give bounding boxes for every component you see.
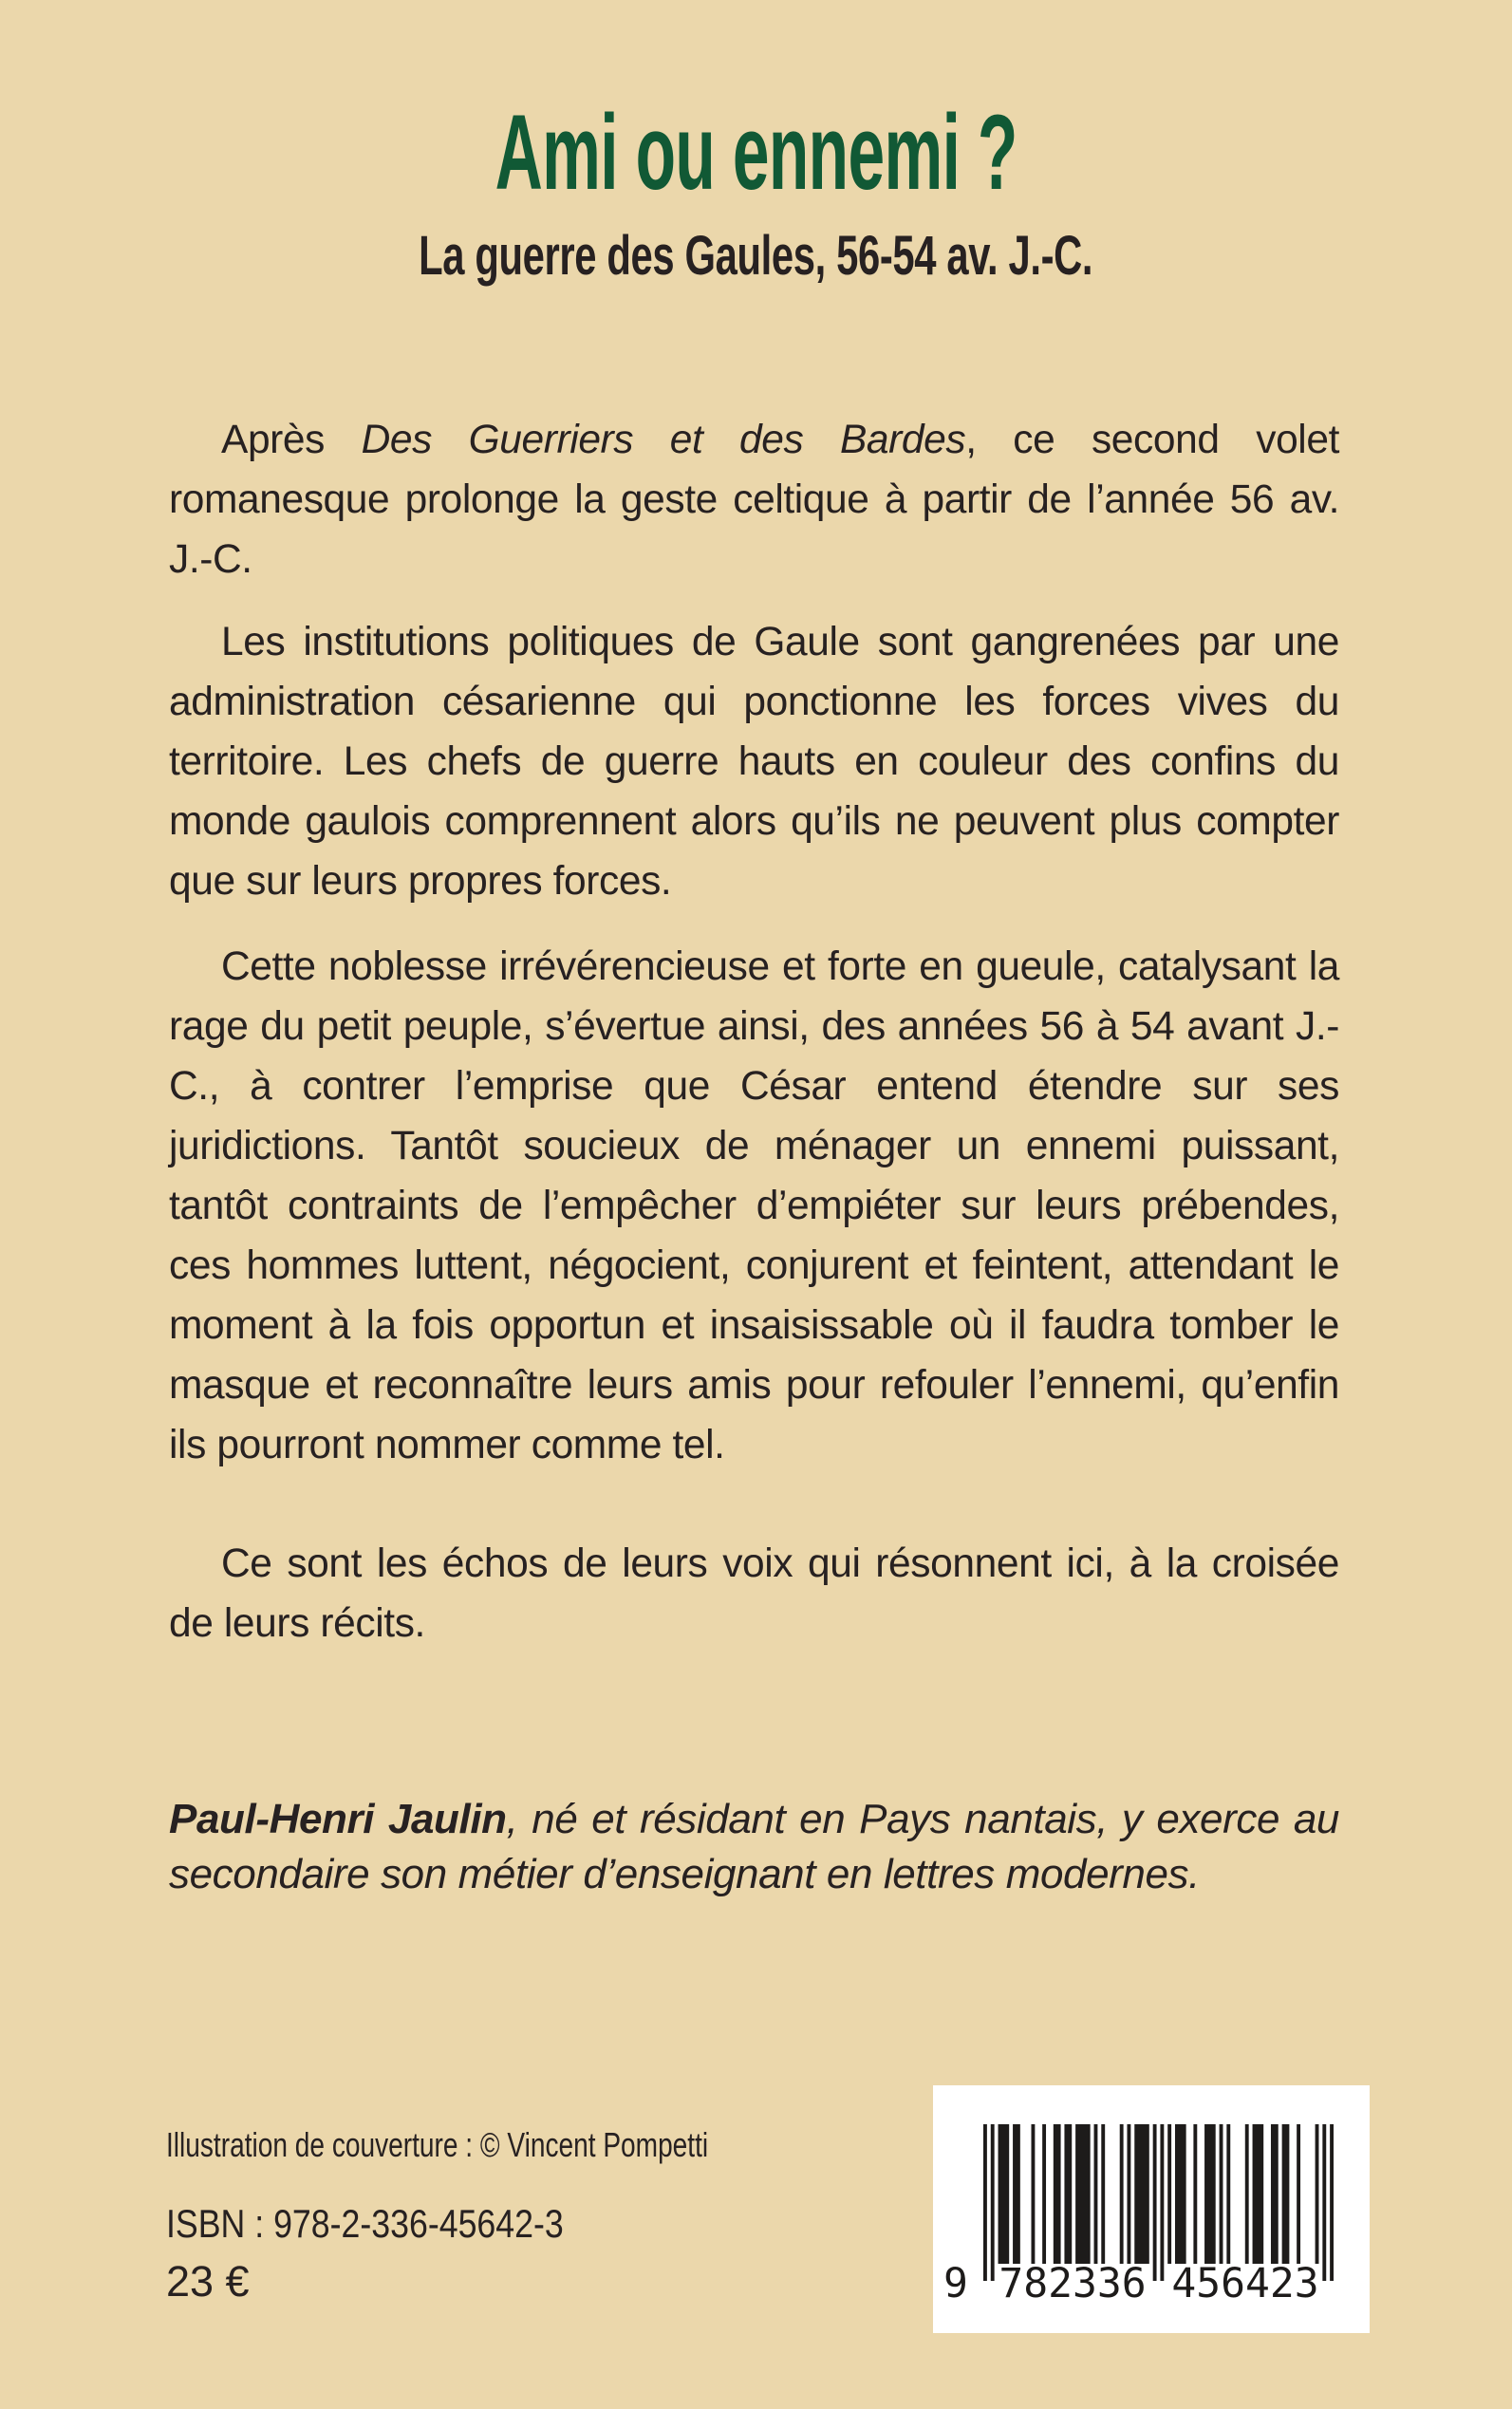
barcode-digit-group-1: 782336 [999, 2260, 1147, 2307]
illustration-credit: Illustration de couverture : © Vincent Pompetti [166, 2125, 709, 2164]
synopsis-paragraph-3: Cette noblesse irrévérencieuse et forte en gueule, catalysant la rage du petit peuple, s’évertue ainsi, des années 56 à 54 avant J.-C., à contrer l’emprise que César entend étendre sur ses juridictions. Tantôt soucieux de ménager un ennemi puissant, tantôt contraints de l’empêcher d’empiéter sur leurs prébendes, ces hommes luttent, négocient, conjurent et feintent, attendant le moment à la fois opportun et insaisissable où il faudra tomber le masque et reconnaître leurs amis pour refouler l’ennemi, qu’enfin ils pourront nommer comme tel. [169, 944, 1339, 1467]
ean13-barcode [933, 2085, 1370, 2333]
book-title: Ami ou ennemi ? [495, 93, 1017, 212]
barcode-digit-group-2: 456423 [1171, 2260, 1319, 2307]
barcode-digit-left: 9 [943, 2260, 968, 2307]
synopsis-paragraph-2: Les institutions politiques de Gaule sont gangrenées par une administration césarienne qui ponctionne les forces vives du territoire. Les chefs de guerre hauts en couleur des confins du monde gaulois comprennent alors qu’ils ne peuvent plus compter que sur leurs propres forces. [169, 620, 1339, 904]
price-label: 23 € [166, 2257, 250, 2306]
title-block [0, 93, 1512, 212]
synopsis-p1-prefix: Après [221, 418, 362, 462]
book-subtitle: La guerre des Gaules, 56-54 av. J.-C. [419, 225, 1093, 287]
isbn-number: ISBN : 978-2-336-45642-3 [166, 2201, 564, 2246]
ean13-bars-icon [983, 2124, 1334, 2281]
synopsis-paragraph-4: Ce sont les échos de leurs voix qui résonnent ici, à la croisée de leurs récits. [169, 1541, 1339, 1646]
synopsis-paragraph-1 [169, 410, 1339, 589]
synopsis-p1-book-title: Des Guerriers et des Bardes [361, 418, 966, 462]
synopsis-p1-suffix: , ce second volet romanesque prolonge la geste celtique à partir de l’année 56 av. J.-C. [169, 418, 1339, 582]
author-note [169, 1792, 1339, 1902]
author-note-text: , né et résidant en Pays nantais, y exerce au secondaire son métier d’enseignant en lettres modernes. [169, 1796, 1339, 1897]
author-name: Paul-Henri Jaulin [169, 1796, 507, 1842]
subtitle-block [0, 225, 1512, 287]
